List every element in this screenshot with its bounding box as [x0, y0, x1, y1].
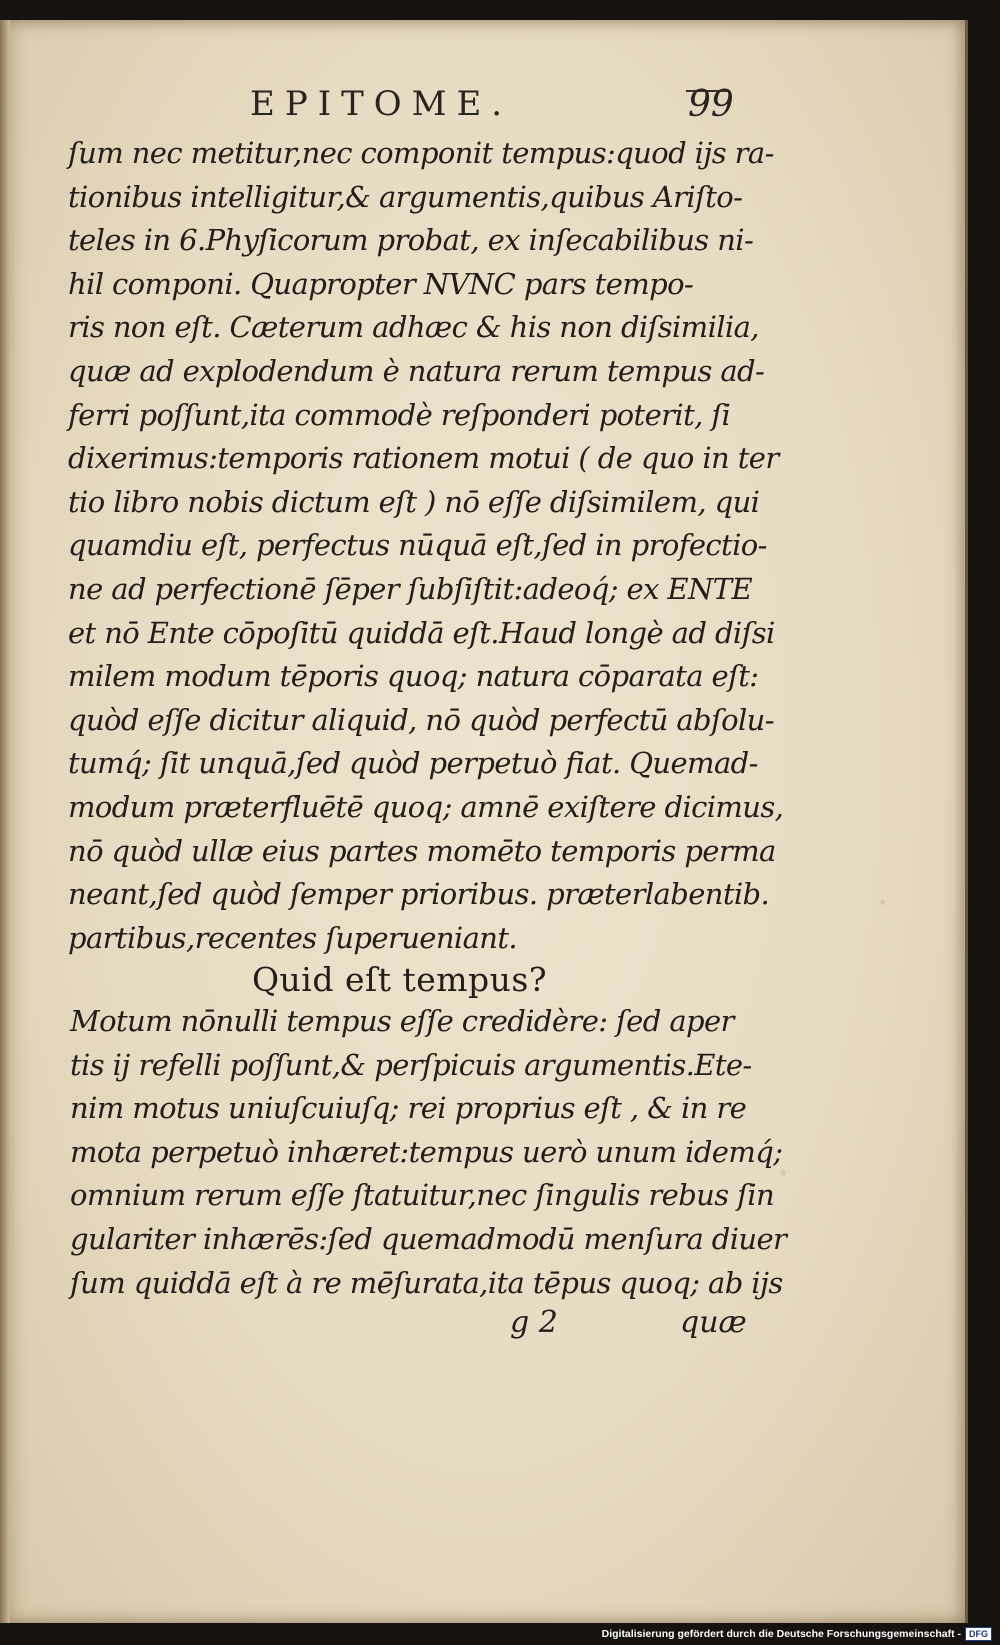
second-text-block [70, 1000, 787, 1305]
section-heading: Quid eſt tempus? [252, 960, 548, 999]
text-line: modum præterfluētē quoq; amnē exiſtere dicimus, [68, 789, 784, 824]
text-line: ſum nec metitur,nec componit tempus:quod ijs ra- [68, 136, 774, 170]
page-footer [0, 1305, 965, 1351]
text-line: ris non eſt. Cæterum adhæc & his non diſsimilia, [68, 310, 759, 345]
text-line: teles in 6.Phyſicorum probat, ex inſecabilibus ni- [68, 223, 754, 258]
dfg-logo: DFG [965, 1627, 992, 1641]
text-line: neant,ſed quòd ſemper prioribus. præterlabentib. [68, 877, 770, 912]
text-line: milem modum tēporis quoq; natura cōparata eſt: [68, 659, 759, 694]
running-head: EPITOME. [250, 84, 513, 124]
text-line: tis ij refelli poſſunt,& perſpicuis argumentis.Ete- [70, 1047, 752, 1082]
text-line: partibus,recentes ſuperueniant. [68, 920, 518, 955]
text-line: tionibus intelligitur,& argumentis,quibus Ariſto- [68, 179, 743, 214]
text-line: ferri poſſunt,ita commodè reſponderi poterit, ſi [68, 397, 731, 432]
text-line: tumq́; ſit unquā,ſed quòd perpetuò fiat. Quemad- [68, 746, 758, 781]
text-line: quòd eſſe dicitur aliquid, nō quòd perfectū abſolu- [68, 702, 774, 737]
binding-edge [0, 20, 10, 1623]
catchword: quæ [680, 1305, 747, 1340]
text-line: ſum quiddā eſt à re mēſurata,ita tēpus quoq; ab ijs [70, 1265, 783, 1300]
page-speck [780, 1170, 786, 1176]
text-line: hil componi. Quapropter NVNC pars tempo- [68, 266, 694, 301]
text-line: tio libro nobis dictum eſt ) nō eſſe diſsimilem, qui [68, 484, 760, 519]
credit-text: Digitalisierung gefördert durch die Deutsche Forschungsgemeinschaft - [601, 1628, 961, 1640]
text-line: dixerimus:temporis rationem motui ( de quo in ter [68, 441, 779, 476]
text-line: quamdiu eſt, perfectus nūquā eſt,ſed in profectio- [68, 528, 767, 563]
text-line: Motum nōnulli tempus eſſe credidère: ſed aper [70, 1004, 734, 1038]
text-line: ne ad perfectionē ſēper ſubſiſtit:adeoq́; ex ENTE [68, 571, 753, 606]
signature-mark: g 2 [510, 1305, 558, 1340]
digitization-credit [602, 1627, 992, 1641]
text-line: omnium rerum eſſe ſtatuitur,nec ſingulis rebus ſin [70, 1178, 775, 1213]
text-line: et nō Ente cōpoſitū quiddā eſt.Haud longè ad diſsi [68, 615, 775, 650]
page-speck [880, 900, 885, 905]
page-number: 99 [688, 84, 734, 125]
text-line: quæ ad explodendum è natura rerum tempus ad- [68, 353, 765, 388]
text-line: nim motus uniuſcuiuſq; rei proprius eſt , & in re [70, 1091, 747, 1126]
text-line: mota perpetuò inhæret:tempus uerò unum idemq́; [70, 1134, 783, 1169]
main-text-block [68, 132, 784, 960]
text-line: gulariter inhærēs:ſed quemadmodū menſura diuer [70, 1221, 787, 1256]
text-line: nō quòd ullæ eius partes momēto temporis perma [68, 833, 776, 868]
